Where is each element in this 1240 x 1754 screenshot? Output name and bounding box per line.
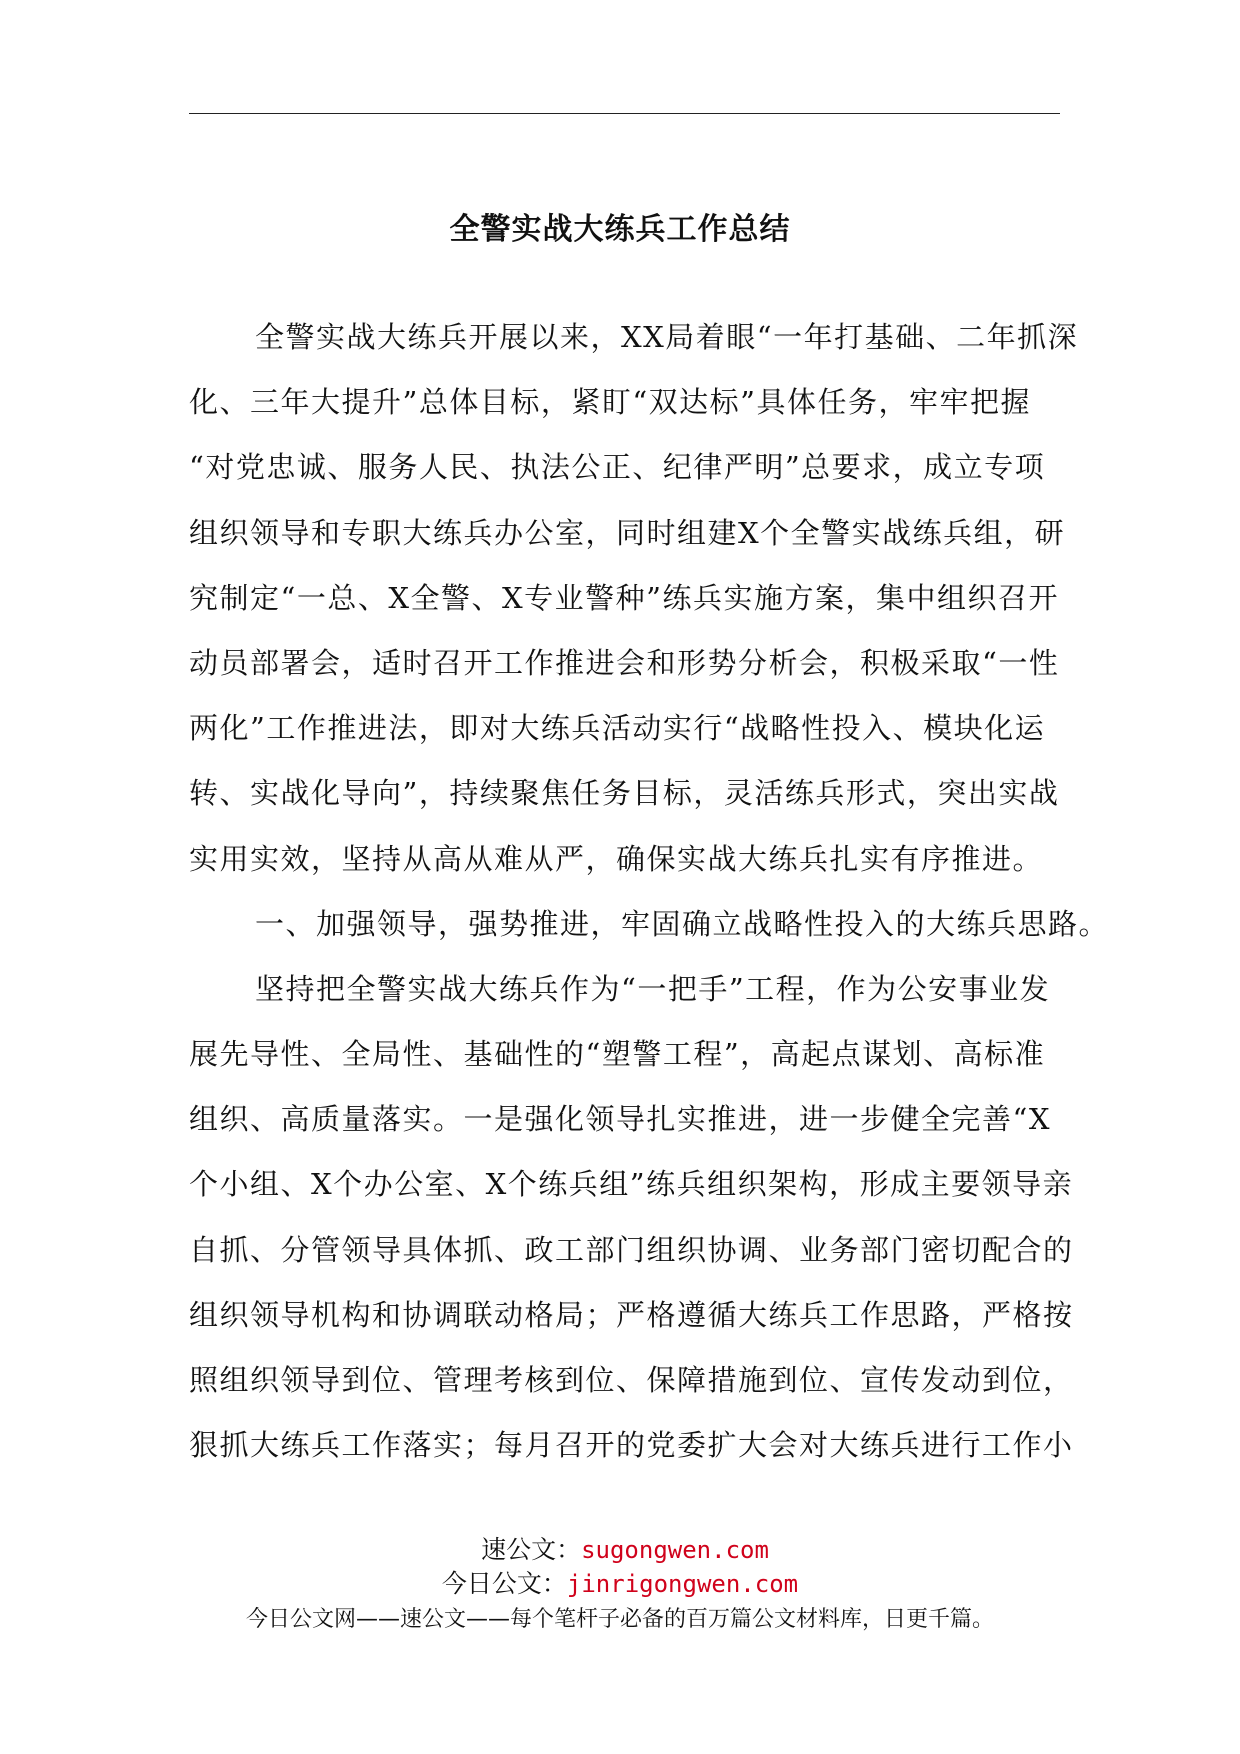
- paragraph-line: 全警实战大练兵开展以来，XX局着眼“一年打基础、二年抓深: [255, 320, 1079, 354]
- paragraph-line: 实用实效，坚持从高从难从严，确保实战大练兵扎实有序推进。: [189, 841, 1044, 876]
- paragraph-line: 化、三年大提升”总体目标，紧盯“双达标”具体任务，牢牢把握: [189, 385, 1031, 420]
- paragraph-line: 照组织领导到位、管理考核到位、保障措施到位、宣传发动到位，: [189, 1363, 1074, 1397]
- paragraph-line: 两化”工作推进法，即对大练兵活动实行“战略性投入、模块化运: [189, 711, 1046, 746]
- paragraph-line: 究制定“一总、X全警、X专业警种”练兵实施方案，集中组织召开: [189, 580, 1059, 615]
- paragraph-line: 组织领导和专职大练兵办公室，同时组建X个全警实战练兵组，研: [189, 515, 1066, 550]
- paragraph-line: 自抓、分管领导具体抓、政工部门组织协调、业务部门密切配合的: [189, 1232, 1074, 1267]
- page-footer: [0, 1533, 1240, 1637]
- footer-tagline: 今日公文网——速公文——每个笔杆子必备的百万篇公文材料库，日更千篇。: [245, 1607, 994, 1632]
- footer-label-jinrigongwen: 今日公文：: [441, 1569, 567, 1598]
- paragraph-line: 组织领导机构和协调联动格局；严格遵循大练兵工作思路，严格按: [189, 1297, 1074, 1332]
- paragraph-line: 动员部署会，适时召开工作推进会和形势分析会，积极采取“一性: [189, 645, 1060, 680]
- footer-link-jinrigongwen[interactable]: jinrigongwen.com: [566, 1570, 799, 1598]
- paragraph-line: 个小组、X个办公室、X个练兵组”练兵组织架构，形成主要领导亲: [189, 1167, 1074, 1202]
- footer-link-sugongwen[interactable]: sugongwen.com: [581, 1536, 769, 1564]
- paragraph-line: 转、实战化导向”，持续聚焦任务目标，灵活练兵形式，突出实战: [189, 776, 1060, 811]
- footer-site-line-2: [0, 1567, 1240, 1601]
- section-heading: 一、加强领导，强势推进，牢固确立战略性投入的大练兵思路。: [255, 906, 1110, 941]
- footer-site-line-1: [0, 1533, 1240, 1567]
- paragraph-line: 展先导性、全局性、基础性的“塑警工程”，高起点谋划、高标准: [189, 1037, 1046, 1072]
- header-rule: [189, 113, 1060, 114]
- paragraph-line: “对党忠诚、服务人民、执法公正、纪律严明”总要求，成立专项: [189, 450, 1046, 485]
- document-body: [189, 305, 1110, 1478]
- paragraph-line: 狠抓大练兵工作落实；每月召开的党委扩大会对大练兵进行工作小: [189, 1428, 1074, 1463]
- footer-label-sugongwen: 速公文：: [481, 1535, 582, 1564]
- document-title: 全警实战大练兵工作总结: [449, 212, 791, 247]
- paragraph-line: 坚持把全警实战大练兵作为“一把手”工程，作为公安事业发: [255, 971, 1051, 1006]
- paragraph-line: 组织、高质量落实。一是强化领导扎实推进，进一步健全完善“X: [189, 1102, 1051, 1137]
